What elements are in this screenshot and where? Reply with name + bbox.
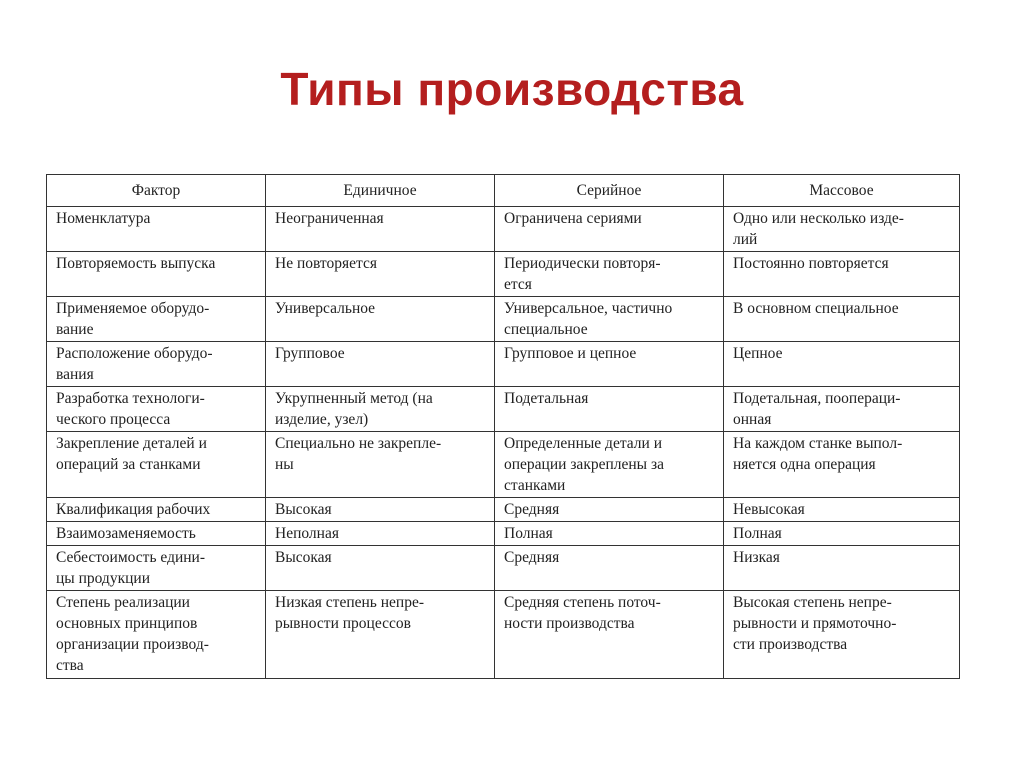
cell-serial: Подетальная	[495, 387, 724, 432]
cell-mass: В основном специальное	[724, 297, 960, 342]
cell-single: Низкая степень непре- рывности процессов	[266, 591, 495, 679]
cell-serial: Периодически повторя- ется	[495, 252, 724, 297]
cell-single: Укрупненный метод (на изделие, узел)	[266, 387, 495, 432]
cell-factor: Разработка технологи- ческого процесса	[47, 387, 266, 432]
table-header-row	[47, 175, 960, 207]
cell-single: Универсальное	[266, 297, 495, 342]
cell-serial: Универсальное, частично специальное	[495, 297, 724, 342]
cell-mass: Подетальная, поопераци- онная	[724, 387, 960, 432]
table-row	[47, 297, 960, 342]
table-row	[47, 387, 960, 432]
cell-factor: Взаимозаменяемость	[47, 522, 266, 546]
cell-mass: Полная	[724, 522, 960, 546]
cell-serial: Средняя	[495, 546, 724, 591]
cell-factor: Закрепление деталей и операций за станками	[47, 432, 266, 498]
cell-single: Специально не закрепле- ны	[266, 432, 495, 498]
cell-serial: Средняя	[495, 498, 724, 522]
table-row	[47, 342, 960, 387]
cell-serial: Определенные детали и операции закреплены за станками	[495, 432, 724, 498]
table-row	[47, 591, 960, 679]
header-single: Единичное	[266, 175, 495, 207]
cell-single: Не повторяется	[266, 252, 495, 297]
cell-factor: Применяемое оборудо- вание	[47, 297, 266, 342]
cell-factor: Повторяемость выпуска	[47, 252, 266, 297]
table-row	[47, 252, 960, 297]
header-factor: Фактор	[47, 175, 266, 207]
cell-factor: Квалификация рабочих	[47, 498, 266, 522]
cell-single: Групповое	[266, 342, 495, 387]
cell-serial: Полная	[495, 522, 724, 546]
cell-factor: Себестоимость едини- цы продукции	[47, 546, 266, 591]
cell-serial: Ограничена сериями	[495, 207, 724, 252]
cell-mass: На каждом станке выпол- няется одна операция	[724, 432, 960, 498]
page-title: Типы производства	[280, 63, 744, 115]
table-body	[47, 207, 960, 679]
cell-factor: Номенклатура	[47, 207, 266, 252]
cell-mass: Цепное	[724, 342, 960, 387]
table-row	[47, 432, 960, 498]
cell-mass: Невысокая	[724, 498, 960, 522]
table-row	[47, 522, 960, 546]
table-row	[47, 498, 960, 522]
cell-single: Неограниченная	[266, 207, 495, 252]
cell-mass: Высокая степень непре- рывности и прямоточно- сти производства	[724, 591, 960, 679]
table-row	[47, 546, 960, 591]
cell-single: Неполная	[266, 522, 495, 546]
header-serial: Серийное	[495, 175, 724, 207]
cell-factor: Степень реализации основных принципов организации производ- ства	[47, 591, 266, 679]
cell-serial: Средняя степень поточ- ности производства	[495, 591, 724, 679]
cell-serial: Групповое и цепное	[495, 342, 724, 387]
cell-single: Высокая	[266, 498, 495, 522]
production-types-table	[46, 174, 960, 679]
cell-single: Высокая	[266, 546, 495, 591]
header-mass: Массовое	[724, 175, 960, 207]
cell-mass: Низкая	[724, 546, 960, 591]
table-row	[47, 207, 960, 252]
cell-mass: Постоянно повторяется	[724, 252, 960, 297]
cell-mass: Одно или несколько изде- лий	[724, 207, 960, 252]
cell-factor: Расположение оборудо- вания	[47, 342, 266, 387]
